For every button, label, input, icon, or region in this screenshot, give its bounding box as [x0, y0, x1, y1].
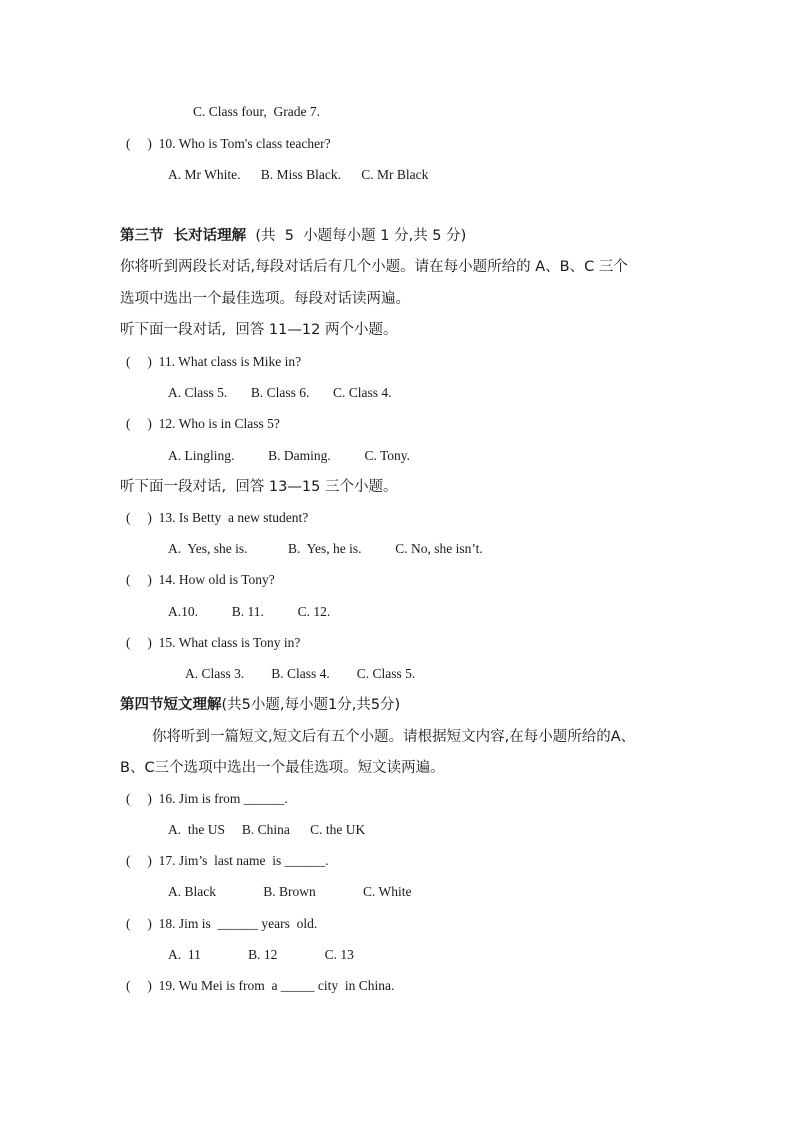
question-16: ( ) 16. Jim is from ______.: [126, 791, 288, 806]
section-3-title: [120, 227, 466, 245]
question-10: ( ) 10. Who is Tom's class teacher?: [126, 136, 331, 151]
section-3-instruction-2: 选项中选出一个最佳选项。每段对话读两遍。: [120, 291, 410, 307]
section-3-heading: 第三节 长对话理解: [120, 228, 247, 244]
options-q11: A. Class 5. B. Class 6. C. Class 4.: [168, 385, 392, 400]
question-11: ( ) 11. What class is Mike in?: [126, 354, 302, 369]
section-4-scoring: (共5小题,每小题1分,共5分): [221, 697, 401, 713]
dialogue-2-intro: 听下面一段对话, 回答 13—15 三个小题。: [120, 479, 398, 495]
options-q17: A. Black B. Brown C. White: [168, 884, 412, 899]
option-line-q9: C. Class four, Grade 7.: [193, 104, 320, 119]
section-4-title: [120, 696, 400, 714]
question-15: ( ) 15. What class is Tony in?: [126, 635, 301, 650]
options-q16: A. the US B. China C. the UK: [168, 822, 366, 837]
options-q18: A. 11 B. 12 C. 13: [168, 947, 354, 962]
question-13: ( ) 13. Is Betty a new student?: [126, 510, 309, 525]
section-4-instruction-1: 你将听到一篇短文,短文后有五个小题。请根据短文内容,在每小题所给的A、: [152, 729, 636, 745]
options-q12: A. Lingling. B. Daming. C. Tony.: [168, 448, 411, 463]
question-17: ( ) 17. Jim’s last name is ______.: [126, 853, 329, 868]
section-3-scoring: (共 5 小题每小题 1 分,共 5 分): [246, 228, 467, 244]
question-14: ( ) 14. How old is Tony?: [126, 572, 275, 587]
question-12: ( ) 12. Who is in Class 5?: [126, 416, 280, 431]
dialogue-1-intro: 听下面一段对话, 回答 11—12 两个小题。: [120, 322, 398, 338]
options-q13: A. Yes, she is. B. Yes, he is. C. No, she isn’t.: [168, 541, 483, 556]
question-19: ( ) 19. Wu Mei is from a _____ city in China.: [126, 978, 395, 993]
options-q14: A.10. B. 11. C. 12.: [168, 604, 331, 619]
options-q15: A. Class 3. B. Class 4. C. Class 5.: [185, 666, 416, 681]
options-q10: A. Mr White. B. Miss Black. C. Mr Black: [168, 167, 429, 182]
section-4-instruction-2: B、C三个选项中选出一个最佳选项。短文读两遍。: [120, 760, 445, 776]
question-18: ( ) 18. Jim is ______ years old.: [126, 916, 318, 931]
section-3-instruction-1: 你将听到两段长对话,每段对话后有几个小题。请在每小题所给的 A、B、C 三个: [120, 259, 628, 275]
section-4-heading: 第四节短文理解: [120, 697, 222, 713]
